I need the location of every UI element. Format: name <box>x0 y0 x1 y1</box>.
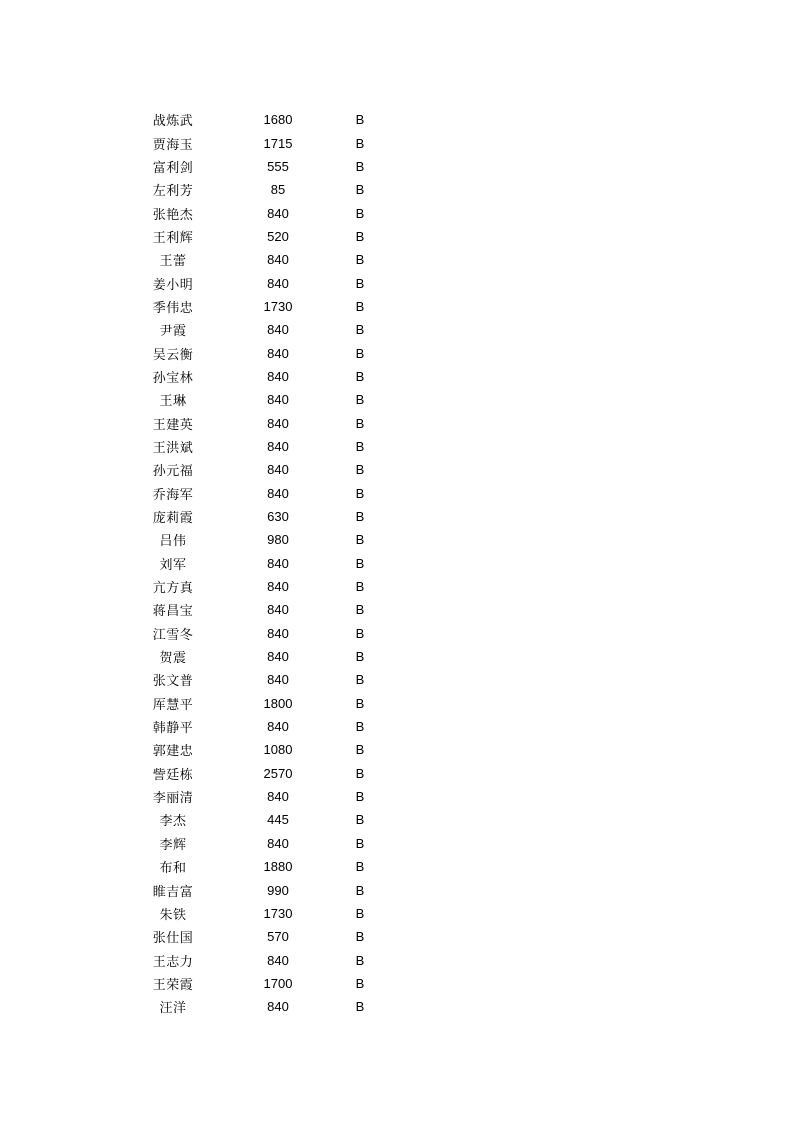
table-row <box>130 738 390 761</box>
table-row <box>130 668 390 691</box>
grade-cell: B <box>355 485 365 501</box>
name-cell: 韩静平 <box>152 721 194 737</box>
name-cell: 蒋昌宝 <box>152 604 194 620</box>
amount-cell: 85 <box>270 182 286 198</box>
amount-cell: 1680 <box>263 112 293 128</box>
table-row <box>130 715 390 738</box>
table-row <box>130 925 390 948</box>
amount-cell: 840 <box>267 205 289 221</box>
name-cell: 吴云衡 <box>152 347 194 363</box>
amount-cell: 840 <box>267 368 289 384</box>
table-row <box>130 201 390 224</box>
name-cell: 姜小明 <box>152 277 194 293</box>
table-row <box>130 762 390 785</box>
grade-cell: B <box>355 929 365 945</box>
name-cell: 孙宝林 <box>152 370 194 386</box>
amount-cell: 840 <box>267 579 289 595</box>
amount-cell: 980 <box>267 532 289 548</box>
amount-cell: 840 <box>267 649 289 665</box>
name-cell: 乔海军 <box>152 487 194 503</box>
table-row <box>130 155 390 178</box>
table-row <box>130 271 390 294</box>
table-row <box>130 902 390 925</box>
table-row <box>130 948 390 971</box>
table-row <box>130 435 390 458</box>
amount-cell: 840 <box>267 322 289 338</box>
name-cell: 王荣霞 <box>152 977 194 993</box>
amount-cell: 840 <box>267 789 289 805</box>
grade-cell: B <box>355 275 365 291</box>
amount-cell: 1080 <box>263 742 293 758</box>
amount-cell: 840 <box>267 555 289 571</box>
name-cell: 汪洋 <box>159 1001 187 1017</box>
grade-cell: B <box>355 742 365 758</box>
grade-cell: B <box>355 228 365 244</box>
data-table <box>130 108 390 1018</box>
grade-cell: B <box>355 532 365 548</box>
table-row <box>130 552 390 575</box>
grade-cell: B <box>355 135 365 151</box>
grade-cell: B <box>355 602 365 618</box>
name-cell: 厍慧平 <box>152 697 194 713</box>
table-row <box>130 575 390 598</box>
table-row <box>130 458 390 481</box>
amount-cell: 840 <box>267 392 289 408</box>
name-cell: 季伟忠 <box>152 300 194 316</box>
name-cell: 王志力 <box>152 954 194 970</box>
amount-cell: 1700 <box>263 975 293 991</box>
amount-cell: 840 <box>267 345 289 361</box>
table-row <box>130 365 390 388</box>
name-cell: 左利芳 <box>152 184 194 200</box>
grade-cell: B <box>355 789 365 805</box>
name-cell: 李丽清 <box>152 791 194 807</box>
table-row <box>130 131 390 154</box>
name-cell: 訾廷栋 <box>152 767 194 783</box>
grade-cell: B <box>355 112 365 128</box>
grade-cell: B <box>355 182 365 198</box>
name-cell: 布和 <box>159 861 187 877</box>
grade-cell: B <box>355 555 365 571</box>
table-row <box>130 598 390 621</box>
name-cell: 朱铁 <box>159 907 187 923</box>
table-row <box>130 528 390 551</box>
name-cell: 王洪斌 <box>152 440 194 456</box>
amount-cell: 840 <box>267 275 289 291</box>
grade-cell: B <box>355 812 365 828</box>
amount-cell: 2570 <box>263 765 293 781</box>
grade-cell: B <box>355 999 365 1015</box>
amount-cell: 1800 <box>263 695 293 711</box>
grade-cell: B <box>355 509 365 525</box>
amount-cell: 1730 <box>263 298 293 314</box>
grade-cell: B <box>355 975 365 991</box>
table-row <box>130 808 390 831</box>
grade-cell: B <box>355 579 365 595</box>
grade-cell: B <box>355 625 365 641</box>
table-row <box>130 341 390 364</box>
name-cell: 战炼武 <box>152 114 194 130</box>
name-cell: 江雪冬 <box>152 627 194 643</box>
grade-cell: B <box>355 462 365 478</box>
amount-cell: 1730 <box>263 905 293 921</box>
grade-cell: B <box>355 952 365 968</box>
grade-cell: B <box>355 882 365 898</box>
amount-cell: 840 <box>267 719 289 735</box>
name-cell: 王蕾 <box>159 254 187 270</box>
table-row <box>130 878 390 901</box>
amount-cell: 555 <box>267 158 289 174</box>
grade-cell: B <box>355 298 365 314</box>
table-row <box>130 482 390 505</box>
name-cell: 王利辉 <box>152 230 194 246</box>
grade-cell: B <box>355 252 365 268</box>
amount-cell: 520 <box>267 228 289 244</box>
grade-cell: B <box>355 649 365 665</box>
amount-cell: 840 <box>267 438 289 454</box>
name-cell: 刘军 <box>159 557 187 573</box>
amount-cell: 445 <box>267 812 289 828</box>
grade-cell: B <box>355 905 365 921</box>
name-cell: 庞莉霞 <box>152 511 194 527</box>
table-row <box>130 318 390 341</box>
grade-cell: B <box>355 672 365 688</box>
grade-cell: B <box>355 205 365 221</box>
amount-cell: 840 <box>267 252 289 268</box>
name-cell: 富利剑 <box>152 160 194 176</box>
amount-cell: 1880 <box>263 859 293 875</box>
grade-cell: B <box>355 719 365 735</box>
amount-cell: 840 <box>267 952 289 968</box>
grade-cell: B <box>355 765 365 781</box>
grade-cell: B <box>355 438 365 454</box>
table-row <box>130 832 390 855</box>
grade-cell: B <box>355 158 365 174</box>
amount-cell: 840 <box>267 602 289 618</box>
amount-cell: 840 <box>267 835 289 851</box>
table-row <box>130 855 390 878</box>
table-row <box>130 785 390 808</box>
grade-cell: B <box>355 415 365 431</box>
name-cell: 王琳 <box>159 394 187 410</box>
name-cell: 张文普 <box>152 674 194 690</box>
name-cell: 贺震 <box>159 651 187 667</box>
table-row <box>130 505 390 528</box>
name-cell: 张艳杰 <box>152 207 194 223</box>
grade-cell: B <box>355 859 365 875</box>
table-row <box>130 248 390 271</box>
amount-cell: 840 <box>267 462 289 478</box>
amount-cell: 840 <box>267 625 289 641</box>
name-cell: 吕伟 <box>159 534 187 550</box>
name-cell: 郭建忠 <box>152 744 194 760</box>
table-row <box>130 645 390 668</box>
grade-cell: B <box>355 368 365 384</box>
amount-cell: 990 <box>267 882 289 898</box>
table-row <box>130 295 390 318</box>
name-cell: 王建英 <box>152 417 194 433</box>
grade-cell: B <box>355 345 365 361</box>
amount-cell: 840 <box>267 485 289 501</box>
name-cell: 亢方真 <box>152 581 194 597</box>
table-row <box>130 692 390 715</box>
grade-cell: B <box>355 835 365 851</box>
table-row <box>130 388 390 411</box>
name-cell: 李杰 <box>159 814 187 830</box>
name-cell: 尹霞 <box>159 324 187 340</box>
amount-cell: 840 <box>267 999 289 1015</box>
amount-cell: 840 <box>267 415 289 431</box>
amount-cell: 1715 <box>263 135 293 151</box>
table-row <box>130 411 390 434</box>
table-row <box>130 225 390 248</box>
table-row <box>130 108 390 131</box>
name-cell: 李辉 <box>159 837 187 853</box>
name-cell: 孙元福 <box>152 464 194 480</box>
name-cell: 睢吉富 <box>152 884 194 900</box>
amount-cell: 840 <box>267 672 289 688</box>
grade-cell: B <box>355 392 365 408</box>
grade-cell: B <box>355 695 365 711</box>
table-row <box>130 995 390 1018</box>
amount-cell: 630 <box>267 509 289 525</box>
table-row <box>130 622 390 645</box>
name-cell: 张仕国 <box>152 931 194 947</box>
amount-cell: 570 <box>267 929 289 945</box>
table-row <box>130 178 390 201</box>
table-row <box>130 972 390 995</box>
name-cell: 贾海玉 <box>152 137 194 153</box>
grade-cell: B <box>355 322 365 338</box>
